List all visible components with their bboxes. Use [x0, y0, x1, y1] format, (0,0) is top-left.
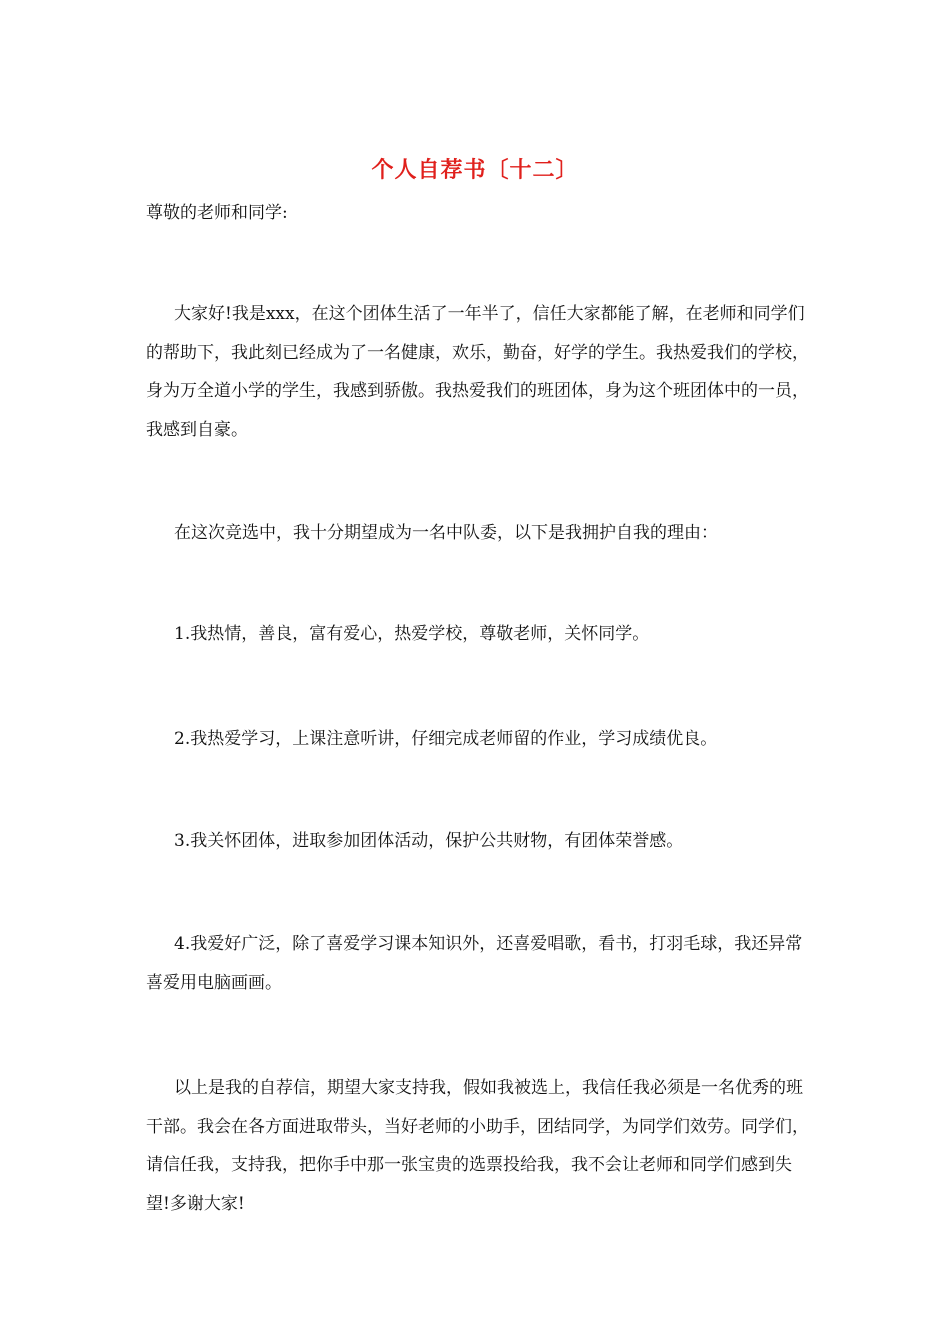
paragraph-reason-4: 4.我爱好广泛，除了喜爱学习课本知识外，还喜爱唱歌，看书，打羽毛球，我还异常喜爱用电脑画画。 — [146, 934, 803, 993]
paragraph-intro: 大家好!我是xxx，在这个团体生活了一年半了，信任大家都能了解，在老师和同学们的帮助下，我此刻已经成为了一名健康，欢乐，勤奋，好学的学生。我热爱我们的学校，身为万全道小学的学生，我感到骄傲。我热爱我们的班团体，身为这个班团体中的一员，我感到自豪。 — [146, 304, 809, 440]
document-title: 个人自荐书〔十二〕 — [371, 157, 579, 183]
paragraph-reason-2: 2.我热爱学习，上课注意听讲，仔细完成老师留的作业，学习成绩优良。 — [174, 729, 718, 749]
salutation: 尊敬的老师和同学: — [146, 203, 288, 223]
paragraph-closing: 以上是我的自荐信，期望大家支持我，假如我被选上，我信任我必须是一名优秀的班干部。我会在各方面进取带头，当好老师的小助手，团结同学，为同学们效劳。同学们，请信任我，支持我，把你手中那一张宝贵的选票投给我，我不会让老师和同学们感到失望!多谢大家! — [146, 1078, 809, 1214]
paragraph-campaign: 在这次竞选中，我十分期望成为一名中队委，以下是我拥护自我的理由： — [174, 523, 718, 543]
paragraph-reason-1: 1.我热情，善良，富有爱心，热爱学校，尊敬老师，关怀同学。 — [174, 624, 650, 644]
paragraph-reason-3: 3.我关怀团体，进取参加团体活动，保护公共财物，有团体荣誉感。 — [174, 831, 684, 851]
